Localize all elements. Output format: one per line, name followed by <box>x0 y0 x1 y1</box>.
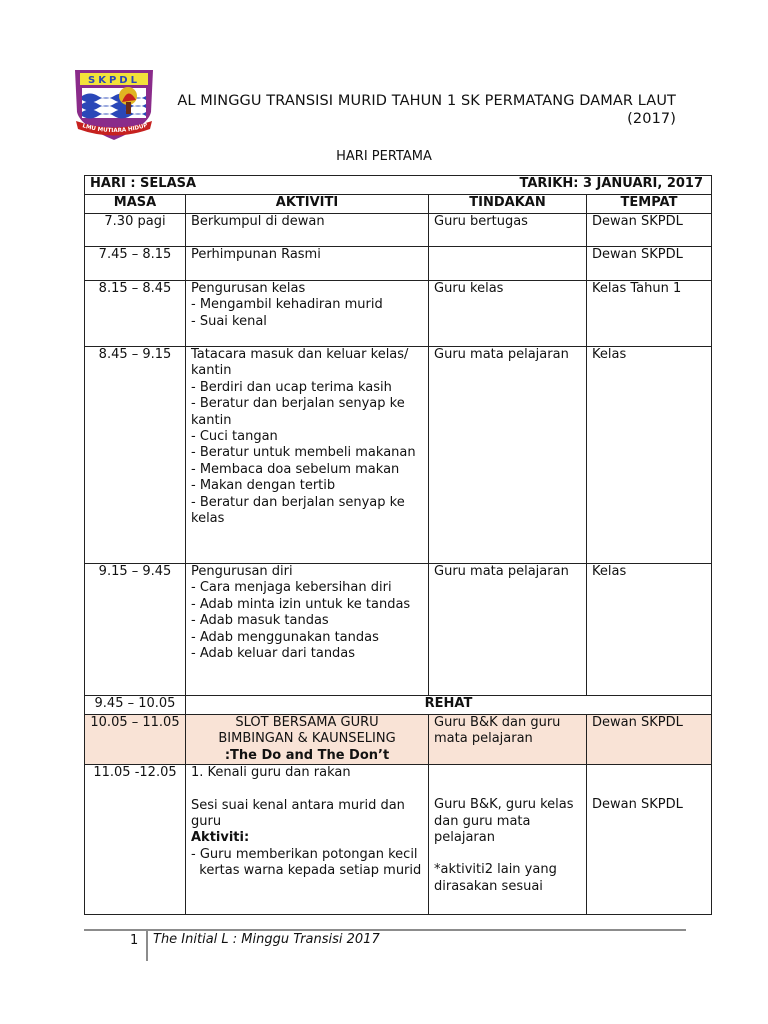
activity-line: - Beratur dan berjalan senyap ke kantin <box>191 396 405 428</box>
activity-line: - Mengambil kehadiran murid <box>191 297 383 313</box>
logo-top-text: SKPDL <box>88 75 140 86</box>
tindakan-note: *aktiviti2 lain yang dirasakan sesuai <box>434 862 557 894</box>
header-masa: MASA <box>85 195 186 214</box>
cell-tempat: Kelas <box>587 347 712 564</box>
activity-line: - Beratur untuk membeli makanan <box>191 445 416 461</box>
cell-aktiviti <box>186 214 429 247</box>
cell-masa: 8.15 – 8.45 <box>85 281 186 347</box>
cell-tempat <box>587 765 712 915</box>
column-header-row <box>85 195 712 214</box>
header-tempat: TEMPAT <box>587 195 712 214</box>
table-row <box>85 247 712 281</box>
activity-line: Pengurusan diri <box>191 564 293 579</box>
cell-aktiviti <box>186 281 429 347</box>
cell-masa: 9.45 – 10.05 <box>85 696 186 715</box>
cell-tempat: Dewan SKPDL <box>587 214 712 247</box>
footer-text: The Initial L : Minggu Transisi 2017 <box>153 932 380 947</box>
slot-title-line: BIMBINGAN & KAUNSELING <box>218 731 396 747</box>
cell-tempat: Kelas Tahun 1 <box>587 281 712 347</box>
activity-line: - Membaca doa sebelum makan <box>191 461 400 477</box>
cell-tindakan: Guru mata pelajaran <box>429 564 587 696</box>
cell-tindakan: Guru mata pelajaran <box>429 347 587 564</box>
activity-line: Tatacara masuk dan keluar kelas/ kantin <box>191 347 409 379</box>
activity-line: - Cuci tangan <box>191 429 278 445</box>
date-label: TARIKH: 3 JANUARI, 2017 <box>519 176 704 191</box>
activity-heading: 1. Kenali guru dan rakan <box>191 765 351 781</box>
counselling-slot-row <box>85 715 712 765</box>
break-row <box>85 696 712 715</box>
activity-subheading: Aktiviti: <box>191 830 250 846</box>
cell-tindakan: Guru B&K dan guru mata pelajaran <box>429 715 587 765</box>
table-row <box>85 347 712 564</box>
cell-tindakan: Guru kelas <box>429 281 587 347</box>
schedule-table <box>84 175 712 915</box>
document-title: AL MINGGU TRANSISI MURID TAHUN 1 SK PERMATANG DAMAR LAUT (2017) <box>177 93 676 127</box>
activity-line: - Cara menjaga kebersihan diri <box>191 580 392 596</box>
cell-aktiviti <box>186 564 429 696</box>
activity-line: Berkumpul di dewan <box>191 214 325 229</box>
activity-line: - Guru memberikan potongan kecil <box>191 846 418 862</box>
footer-divider <box>146 929 148 961</box>
cell-masa: 9.15 – 9.45 <box>85 564 186 696</box>
cell-tempat: Kelas <box>587 564 712 696</box>
day-row <box>85 176 712 195</box>
activity-line: - Berdiri dan ucap terima kasih <box>191 379 392 395</box>
day-heading: HARI PERTAMA <box>336 149 432 164</box>
tindakan-text: Guru B&K, guru kelas dan guru mata pelajaran <box>434 797 574 846</box>
cell-tindakan <box>429 765 587 915</box>
activity-line: - Adab minta izin untuk ke tandas <box>191 596 411 612</box>
cell-tempat: Dewan SKPDL <box>587 247 712 281</box>
cell-masa: 10.05 – 11.05 <box>85 715 186 765</box>
table-row <box>85 214 712 247</box>
cell-aktiviti <box>186 347 429 564</box>
cell-masa: 7.45 – 8.15 <box>85 247 186 281</box>
cell-masa: 7.30 pagi <box>85 214 186 247</box>
activity-line: - Makan dengan tertib <box>191 478 336 494</box>
cell-aktiviti <box>186 715 429 765</box>
header-tindakan: TINDAKAN <box>429 195 587 214</box>
cell-aktiviti <box>186 765 429 915</box>
break-label: REHAT <box>186 696 712 715</box>
school-crest-logo <box>72 64 156 144</box>
table-row <box>85 765 712 915</box>
cell-tempat: Dewan SKPDL <box>587 715 712 765</box>
footer-rule <box>84 929 686 931</box>
page-number: 1 <box>130 933 139 948</box>
tempat-text: Dewan SKPDL <box>592 797 683 813</box>
day-label: HARI : SELASA <box>90 176 197 191</box>
table-row <box>85 281 712 347</box>
table-row <box>85 564 712 696</box>
activity-line: - Adab menggunakan tandas <box>191 629 379 645</box>
activity-line: - Suai kenal <box>191 313 267 329</box>
cell-aktiviti <box>186 247 429 281</box>
cell-tindakan <box>429 247 587 281</box>
activity-line: - Beratur dan berjalan senyap ke kelas <box>191 494 405 527</box>
activity-line: Sesi suai kenal antara murid dan guru <box>191 797 405 830</box>
activity-line: Perhimpunan Rasmi <box>191 247 321 262</box>
slot-title-line: SLOT BERSAMA GURU <box>235 715 379 730</box>
cell-masa: 8.45 – 9.15 <box>85 347 186 564</box>
logo-ribbon-text: LMU MUTIARA HIDUP <box>81 122 149 135</box>
header-aktiviti: AKTIVITI <box>186 195 429 214</box>
activity-line: kertas warna kepada setiap murid <box>191 863 422 879</box>
cell-tindakan: Guru bertugas <box>429 214 587 247</box>
slot-theme: :The Do and The Don’t <box>224 747 390 763</box>
activity-line: - Adab masuk tandas <box>191 613 329 629</box>
activity-line: Pengurusan kelas <box>191 281 306 296</box>
cell-masa: 11.05 -12.05 <box>85 765 186 915</box>
activity-line: - Adab keluar dari tandas <box>191 646 356 662</box>
